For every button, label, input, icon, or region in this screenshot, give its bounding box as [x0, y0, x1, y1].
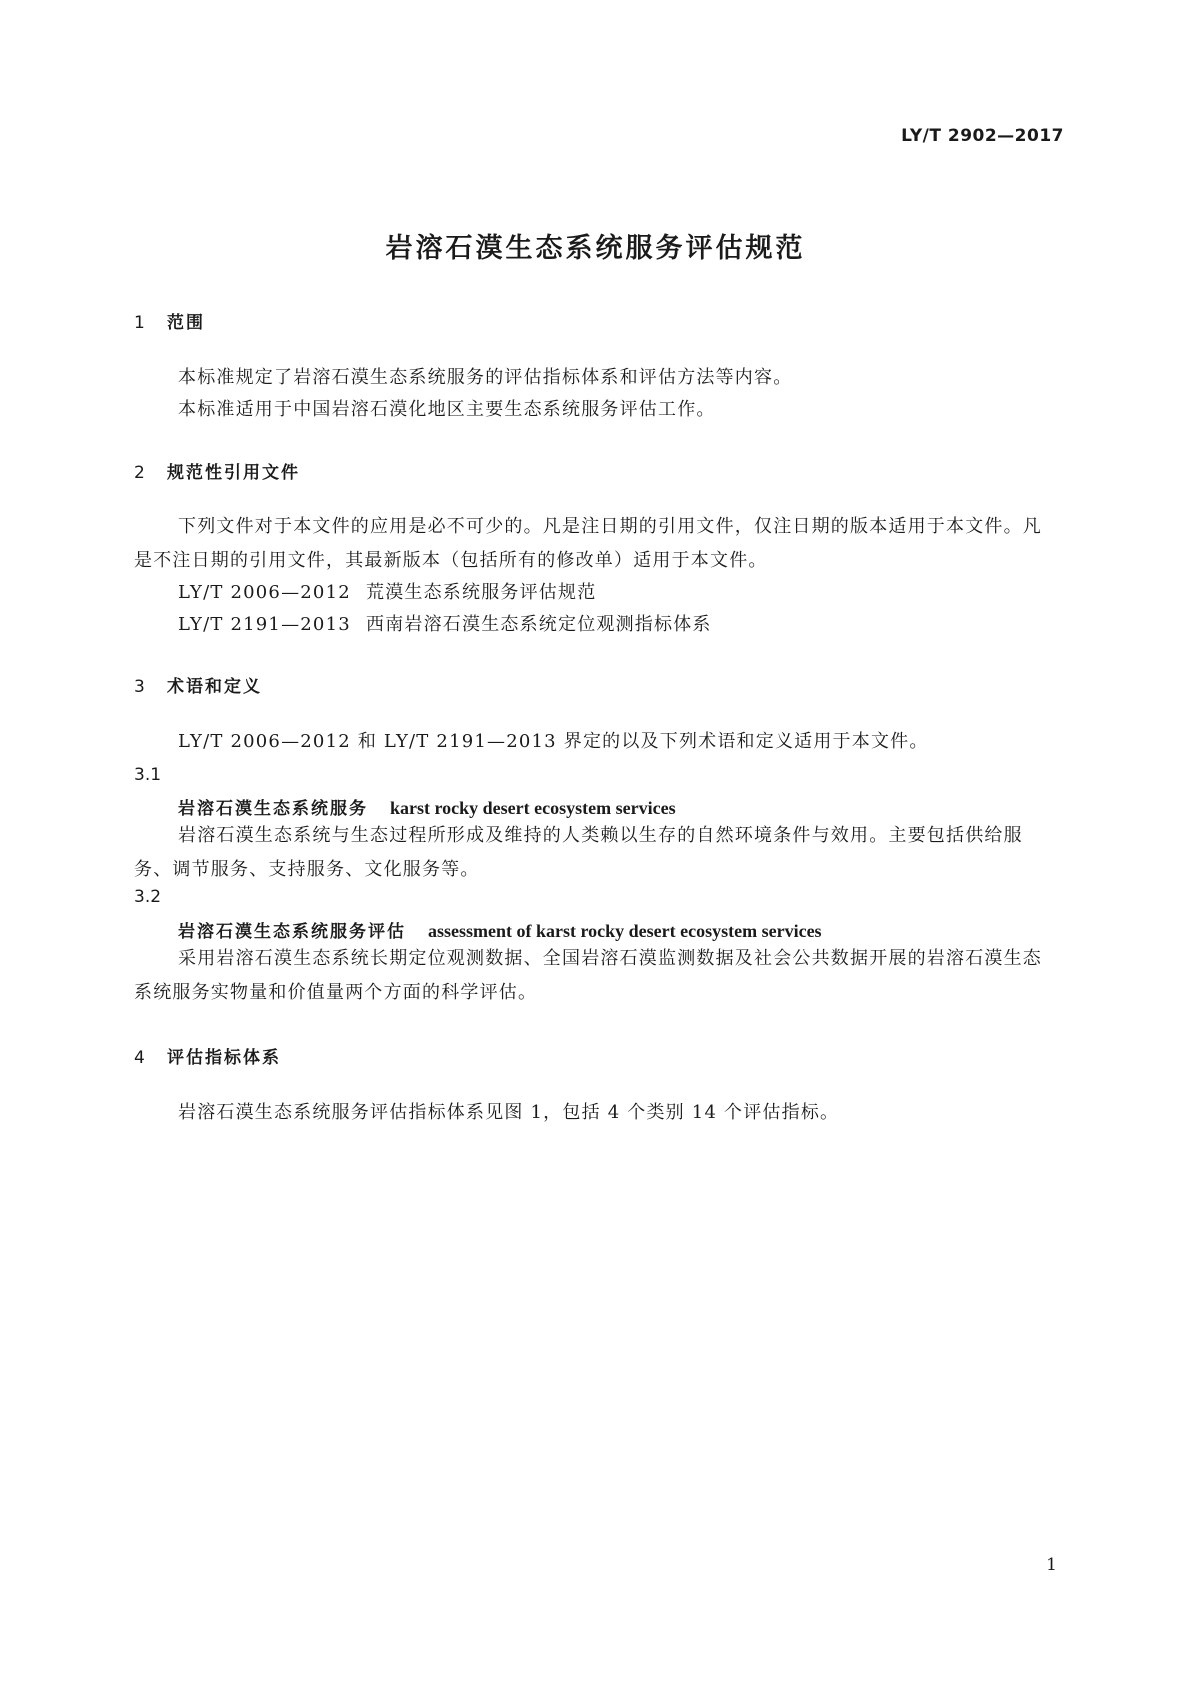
term-heading: [178, 917, 822, 942]
section-1-paragraph-2: 本标准适用于中国岩溶石漠化地区主要生态系统服务评估工作。: [178, 399, 716, 420]
term-english: assessment of karst rocky desert ecosystem services: [428, 921, 822, 941]
section-4-heading: [134, 1043, 281, 1068]
term-chinese: 岩溶石漠生态系统服务评估: [178, 922, 406, 942]
section-number: 2: [134, 463, 145, 483]
section-2-heading: [134, 458, 300, 483]
term-chinese: 岩溶石漠生态系统服务: [178, 799, 368, 819]
section-4-paragraph-1: 岩溶石漠生态系统服务评估指标体系见图 1，包括 4 个类别 14 个评估指标。: [178, 1102, 840, 1123]
section-3-heading: [134, 672, 262, 697]
reference-title: 西南岩溶石漠生态系统定位观测指标体系: [366, 614, 712, 635]
section-title: 规范性引用文件: [167, 463, 300, 483]
term-number: 3.2: [134, 887, 162, 907]
reference-title: 荒漠生态系统服务评估规范: [366, 582, 597, 603]
document-title: 岩溶石漠生态系统服务评估规范: [385, 233, 806, 264]
term-english: karst rocky desert ecosystem services: [390, 798, 676, 818]
reference-code: LY/T 2191—2013: [178, 614, 351, 635]
term-heading: [178, 794, 676, 819]
normative-reference: [178, 578, 596, 604]
term-definition: 岩溶石漠生态系统与生态过程所形成及维持的人类赖以生存的自然环境条件与效用。主要包括供给服务、调节服务、支持服务、文化服务等。: [134, 825, 1023, 880]
section-title: 范围: [167, 313, 205, 333]
section-2-paragraph-1: 下列文件对于本文件的应用是必不可少的。凡是注日期的引用文件，仅注日期的版本适用于本文件。凡是不注日期的引用文件，其最新版本（包括所有的修改单）适用于本文件。: [134, 516, 1042, 571]
term-definition: 采用岩溶石漠生态系统长期定位观测数据、全国岩溶石漠监测数据及社会公共数据开展的岩溶石漠生态系统服务实物量和价值量两个方面的科学评估。: [134, 948, 1042, 1003]
section-number: 3: [134, 677, 145, 697]
section-1-paragraph-1: 本标准规定了岩溶石漠生态系统服务的评估指标体系和评估方法等内容。: [178, 367, 793, 388]
standard-code: LY/T 2902—2017: [901, 126, 1064, 146]
section-1-heading: [134, 308, 205, 333]
normative-reference: [178, 610, 712, 636]
section-title: 术语和定义: [167, 677, 262, 697]
section-number: 4: [134, 1048, 145, 1068]
section-title: 评估指标体系: [167, 1048, 281, 1068]
reference-code: LY/T 2006—2012: [178, 582, 351, 603]
page-number: 1: [1046, 1555, 1057, 1575]
section-number: 1: [134, 313, 145, 333]
term-number: 3.1: [134, 765, 162, 785]
section-3-paragraph-1: LY/T 2006—2012 和 LY/T 2191—2013 界定的以及下列术语和定义适用于本文件。: [178, 731, 929, 752]
